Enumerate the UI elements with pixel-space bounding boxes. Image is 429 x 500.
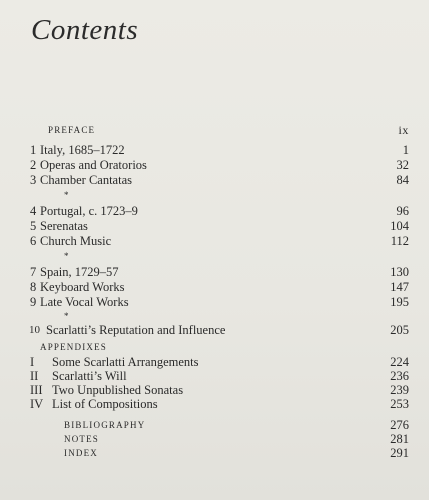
toc-entry-page: 291 [390,446,409,460]
toc-entry-page: 195 [390,295,409,309]
toc-entry-chapter-7 [0,264,429,280]
toc-entry-label: Late Vocal Works [40,295,129,309]
section-separator-star: * [64,190,69,200]
toc-entry-chapter-2 [0,157,429,173]
toc-entry-page: 96 [396,204,409,218]
toc-entry-number: II [30,369,39,383]
toc-entry-page: 239 [390,383,409,397]
toc-entry-page: ix [398,123,409,137]
toc-entry-label: Two Unpublished Sonatas [52,383,184,397]
toc-entry-chapter-1 [0,142,429,158]
toc-entry-chapter-9 [0,294,429,310]
toc-entry-label: Keyboard Works [40,280,125,294]
toc-entry-label: BIBLIOGRAPHY [64,420,146,430]
toc-entry-label: Portugal, c. 1723–9 [40,204,138,218]
toc-entry-chapter-3 [0,172,429,188]
toc-entry-number: I [30,355,35,369]
section-separator-star: * [64,311,69,321]
toc-entry-page: 236 [390,369,409,383]
toc-entry-chapter-5 [0,218,429,234]
toc-entry-page: 281 [390,432,409,446]
toc-entry-page: 1 [402,143,409,157]
toc-entry-page: 253 [390,397,409,411]
toc-entry-number: 4 [30,204,37,218]
toc-entry-number: 6 [30,234,37,248]
toc-entry-label: INDEX [64,448,98,458]
toc-entry-number: 10 [29,324,40,336]
toc-entry-chapter-8 [0,279,429,295]
toc-entry-page: 104 [390,219,409,233]
toc-entry-number: 5 [30,219,37,233]
toc-entry-label: NOTES [64,434,99,444]
toc-entry-chapter-4 [0,203,429,219]
toc-entry-label: Italy, 1685–1722 [40,143,125,157]
toc-entry-number: IV [30,397,44,411]
toc-entry-label: Scarlatti’s Reputation and Influence [46,323,226,337]
toc-entry-page: 147 [390,280,409,294]
toc-entry-preface [0,122,429,138]
toc-entry-number: III [30,383,43,397]
toc-entry-label: Some Scarlatti Arrangements [52,355,199,369]
page-title: Contents [31,14,139,46]
toc-entry-page: 32 [396,158,409,172]
toc-entry-number: 1 [30,143,37,157]
toc-entry-page: 205 [390,323,409,337]
toc-entry-index [0,445,429,461]
section-separator-star: * [64,251,69,261]
toc-entry-label: Spain, 1729–57 [40,265,119,279]
toc-entry-page: 224 [390,355,409,369]
toc-entry-chapter-10 [0,322,429,338]
appendixes-heading-row [0,339,429,355]
appendixes-heading: APPENDIXES [40,342,108,352]
toc-entry-number: 9 [30,295,37,309]
toc-entry-label: List of Compositions [52,397,158,411]
toc-entry-label: Serenatas [40,219,88,233]
toc-entry-page: 112 [390,234,409,248]
toc-entry-label: PREFACE [48,125,96,135]
toc-entry-label: Operas and Oratorios [40,158,147,172]
toc-entry-page: 84 [396,173,409,187]
toc-entry-label: Scarlatti’s Will [52,369,127,383]
toc-entry-appendix-4 [0,396,429,412]
toc-entry-number: 2 [30,158,37,172]
toc-entry-number: 7 [30,265,37,279]
toc-entry-label: Church Music [40,234,112,248]
toc-entry-number: 8 [30,280,37,294]
toc-entry-chapter-6 [0,233,429,249]
toc-entry-label: Chamber Cantatas [40,173,132,187]
toc-entry-number: 3 [30,173,37,187]
toc-entry-page: 276 [390,418,409,432]
toc-entry-page: 130 [390,265,409,279]
